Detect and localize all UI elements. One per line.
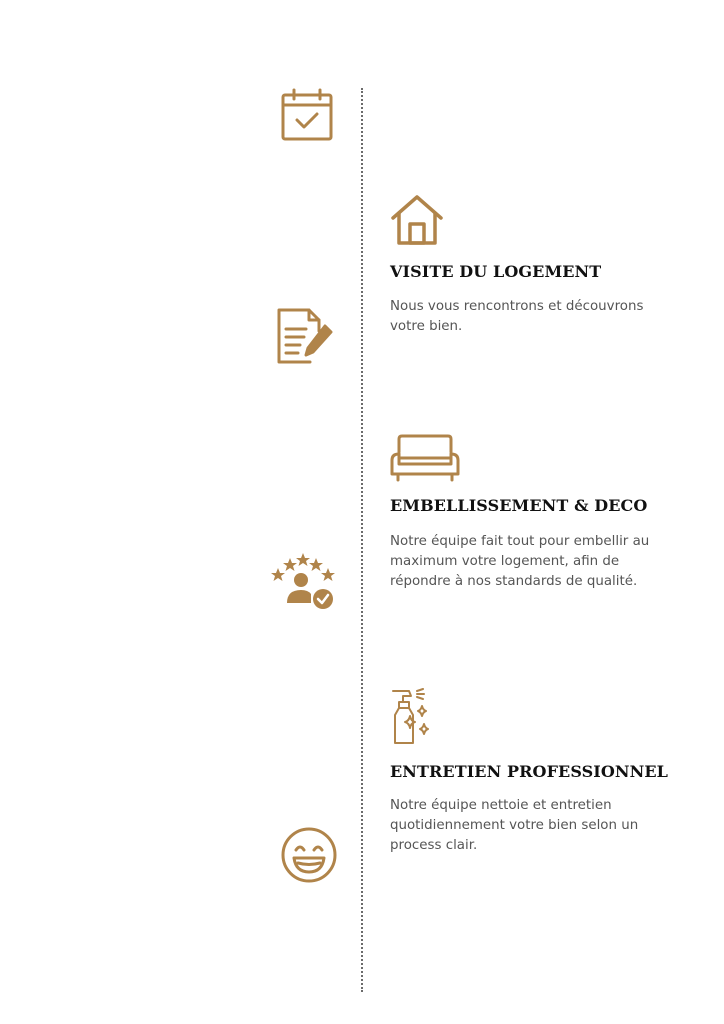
contract-pen-icon bbox=[276, 307, 334, 365]
step-title: EMBELLISSEMENT & DECO bbox=[390, 496, 648, 515]
calendar-check-icon bbox=[280, 88, 334, 142]
step-title: VISITE DU LOGEMENT bbox=[390, 262, 602, 281]
user-rating-icon bbox=[270, 552, 336, 610]
step-description: Notre équipe nettoie et entretien quotidiennement votre bien selon un process clair. bbox=[390, 798, 639, 853]
step-description: Nous vous rencontrons et découvrons votre bien. bbox=[390, 299, 644, 334]
sofa-icon bbox=[390, 434, 460, 482]
smiley-icon bbox=[280, 826, 338, 884]
house-icon bbox=[390, 193, 444, 247]
step-title: ENTRETIEN PROFESSIONNEL bbox=[390, 762, 668, 781]
spray-bottle-icon bbox=[389, 688, 433, 746]
timeline-divider bbox=[361, 88, 363, 992]
step-description: Notre équipe fait tout pour embellir au maximum votre logement, afin de répondre à nos standards de qualité. bbox=[390, 534, 650, 589]
